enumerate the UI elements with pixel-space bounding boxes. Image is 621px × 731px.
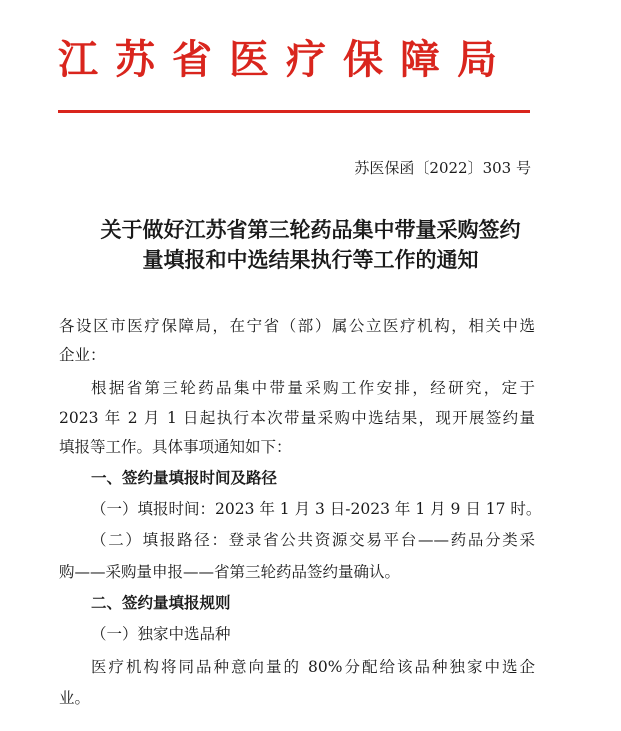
- section-heading-2: 二、签约量填报规则: [91, 594, 231, 612]
- body-line-paragraph-2: 2023 年 2 月 1 日起执行本次带量采购中选结果，现开展签约量: [59, 409, 535, 427]
- document-title-line-2: 量填报和中选结果执行等工作的通知: [142, 247, 479, 272]
- document-title-line-1: 关于做好江苏省第三轮药品集中带量采购签约: [100, 217, 521, 242]
- document-number: 苏医保函〔2022〕303 号: [354, 159, 531, 177]
- subsection-heading-exclusive: （一）独家中选品种: [91, 625, 231, 643]
- body-line-paragraph-3: 填报等工作。具体事项通知如下：: [59, 438, 292, 456]
- body-line-fill-path: （二）填报路径：登录省公共资源交易平台——药品分类采: [91, 531, 535, 549]
- body-line-paragraph-1: 根据省第三轮药品集中带量采购工作安排，经研究，定于: [91, 379, 535, 397]
- header-red-rule: [58, 110, 530, 113]
- body-line-salutation: 各设区市医疗保障局，在宁省（部）属公立医疗机构，相关中选: [59, 317, 535, 335]
- agency-header-title: 江苏省医疗保障局: [58, 36, 514, 83]
- section-heading-1: 一、签约量填报时间及路径: [91, 469, 278, 487]
- body-line-salutation-cont: 企业：: [59, 346, 106, 364]
- body-line-fill-time: （一）填报时间：2023 年 1 月 3 日-2023 年 1 月 9 日 17 时。: [91, 500, 542, 518]
- body-line-fill-path-cont: 购——采购量申报——省第三轮药品签约量确认。: [59, 563, 401, 581]
- body-line-exclusive-rule: 医疗机构将同品种意向量的 80%分配给该品种独家中选企: [91, 658, 535, 676]
- body-line-exclusive-rule-cont: 业。: [59, 689, 91, 707]
